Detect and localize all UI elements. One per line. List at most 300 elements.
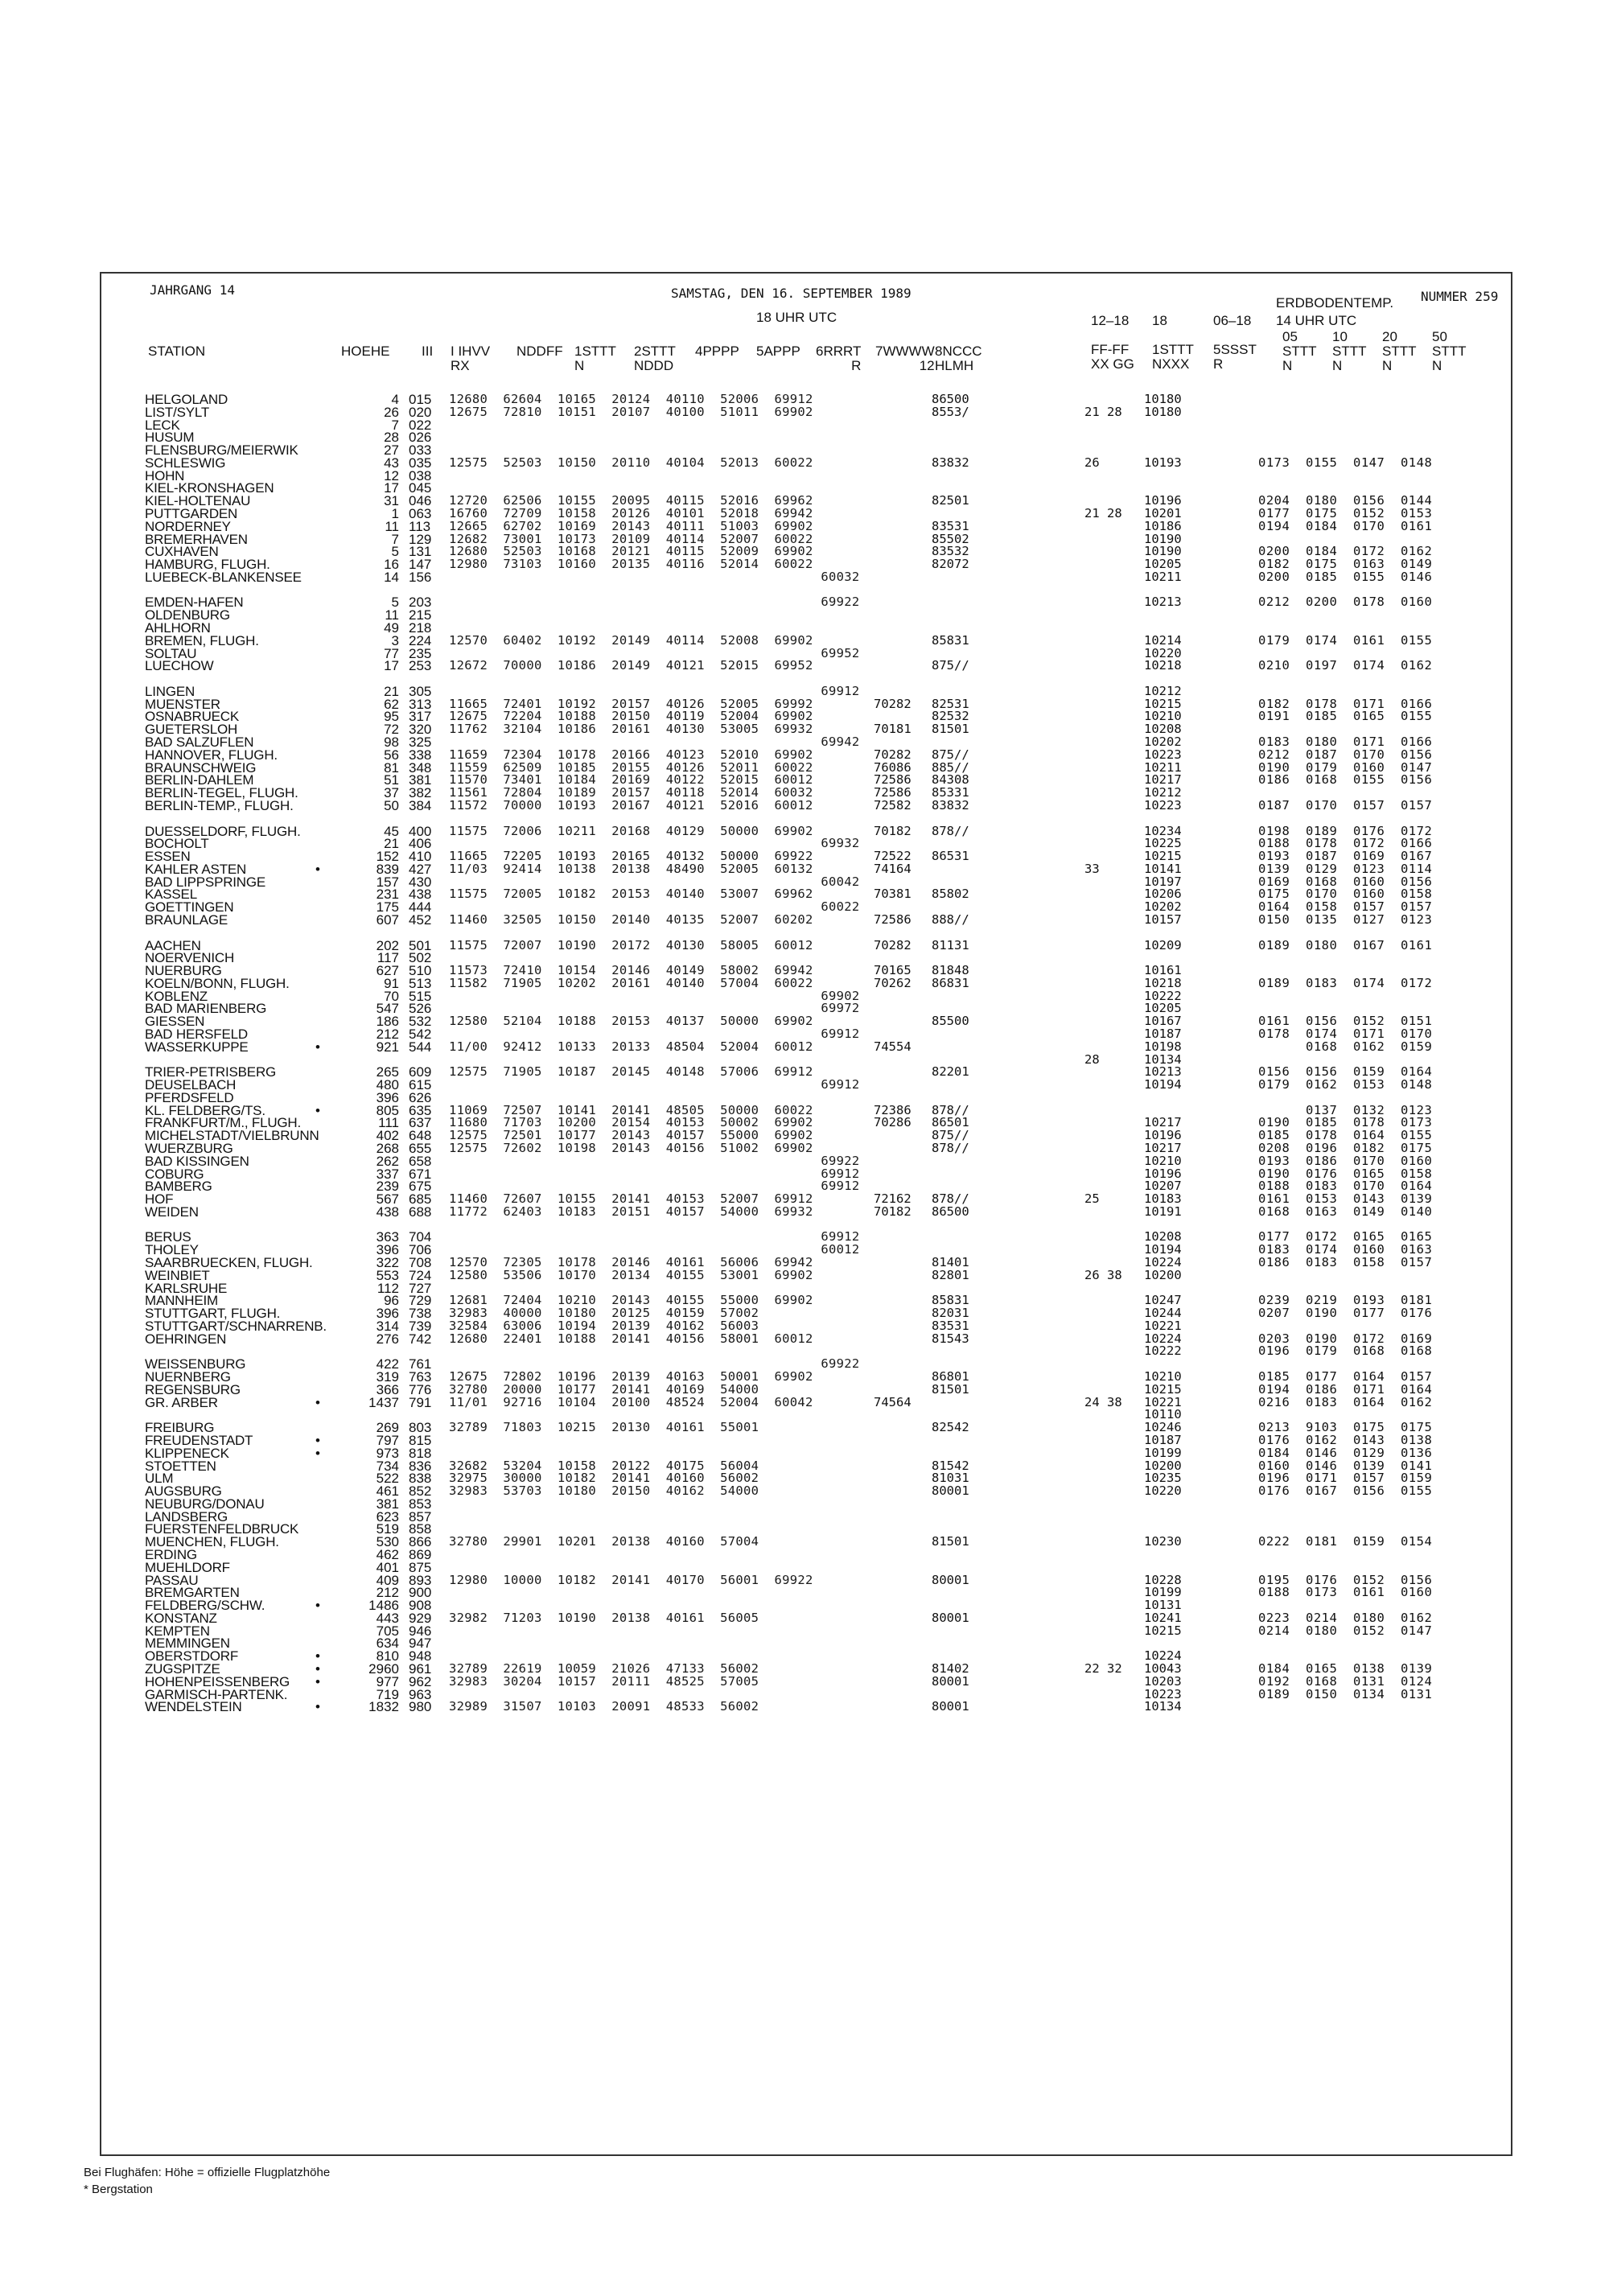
station-id: 035 xyxy=(409,455,432,471)
synop-groups: 11/00 92412 10133 20133 48504 52004 60012 xyxy=(449,1039,813,1054)
station-name: KEMPTEN xyxy=(145,1623,210,1639)
temp-18-1sttt: 10186 xyxy=(1144,519,1182,533)
station-height: 11 xyxy=(385,607,399,623)
temp-18-1sttt: 10214 xyxy=(1144,633,1182,648)
synop-groups: 11/03 92414 10138 20138 48490 52005 60132 xyxy=(449,862,813,876)
group-8nccc: 83832 xyxy=(932,798,969,813)
group-7wwww: 72582 xyxy=(874,798,911,813)
station-height: 547 xyxy=(376,1001,399,1016)
station-height: 117 xyxy=(377,950,399,965)
station-id: 400 xyxy=(409,824,432,839)
station-name: BAD KISSINGEN xyxy=(145,1154,249,1169)
synop-groups: 11680 71703 10200 20154 40153 50002 69902 xyxy=(449,1115,813,1129)
soil-temps: 0185 0177 0164 0157 xyxy=(1258,1369,1433,1384)
station-height: 443 xyxy=(376,1611,399,1626)
station-name: ZUGSPITZE xyxy=(145,1661,220,1677)
temp-18-1sttt: 10224 xyxy=(1144,1648,1182,1663)
table-row xyxy=(0,570,1609,584)
soil-temps: 0186 0168 0155 0156 xyxy=(1258,772,1433,787)
group-8nccc: 81501 xyxy=(932,1534,969,1549)
temp-18-1sttt: 10134 xyxy=(1144,1699,1182,1714)
table-row xyxy=(0,1497,1609,1511)
soil-temps: 0184 0165 0138 0139 xyxy=(1258,1661,1433,1676)
station-height: 265 xyxy=(376,1064,399,1080)
station-name: NOERVENICH xyxy=(145,950,235,965)
station-id: 900 xyxy=(409,1585,432,1600)
group-8nccc: 81543 xyxy=(932,1331,969,1346)
soil-temps: 0214 0180 0152 0147 xyxy=(1258,1623,1433,1638)
table-row xyxy=(0,608,1609,622)
station-height: 276 xyxy=(376,1331,399,1347)
soil-temps: 0196 0179 0168 0168 xyxy=(1258,1343,1433,1358)
group-8nccc: 86500 xyxy=(932,1204,969,1219)
station-name: FREIBURG xyxy=(145,1420,215,1435)
temp-18-1sttt: 10217 xyxy=(1144,1115,1182,1129)
station-height: 239 xyxy=(376,1179,399,1194)
synop-groups: 69922 xyxy=(449,1356,860,1371)
station-id: 961 xyxy=(409,1661,432,1677)
soil-temps: 0169 0168 0160 0156 xyxy=(1258,874,1433,889)
group-8nccc: 82531 xyxy=(932,697,969,711)
soil-temps: 0187 0170 0157 0157 xyxy=(1258,798,1433,813)
gust-ff-gg: 21 28 xyxy=(1084,405,1122,419)
station-height: 28 xyxy=(384,430,399,445)
station-id: 338 xyxy=(409,747,432,763)
group-8nccc: 83531 xyxy=(932,1319,969,1333)
table-row xyxy=(0,1078,1609,1092)
soil-temps: 0188 0178 0172 0166 xyxy=(1258,836,1433,850)
station-height: 319 xyxy=(376,1369,399,1385)
soil-temps: 0190 0176 0165 0158 xyxy=(1258,1167,1433,1181)
soil-temps: 0183 0180 0171 0166 xyxy=(1258,734,1433,749)
col-station: STATION xyxy=(148,344,206,359)
temp-18-1sttt: 10141 xyxy=(1144,862,1182,876)
temp-18-1sttt: 10196 xyxy=(1144,1128,1182,1142)
synop-groups: 69912 xyxy=(449,1229,860,1244)
synop-groups: 11665 72401 10192 20157 40126 52005 69992 xyxy=(449,697,813,711)
temp-18-1sttt: 10209 xyxy=(1144,938,1182,953)
synop-groups: 69922 xyxy=(449,595,860,609)
station-height: 634 xyxy=(376,1636,399,1651)
temp-18-1sttt: 10222 xyxy=(1144,989,1182,1003)
station-height: 396 xyxy=(376,1090,399,1105)
station-id: 526 xyxy=(409,1001,432,1016)
station-id: 655 xyxy=(409,1141,432,1156)
group-8nccc: 875// xyxy=(932,1128,969,1142)
station-id: 510 xyxy=(409,963,432,978)
station-height: 37 xyxy=(384,785,399,800)
temp-18-1sttt: 10200 xyxy=(1144,1459,1182,1473)
station-id: 648 xyxy=(409,1128,432,1143)
station-id: 963 xyxy=(409,1687,432,1702)
station-id: 038 xyxy=(409,468,432,483)
synop-groups: 11575 72006 10211 20168 40129 50000 69902 xyxy=(449,824,813,838)
station-id: 381 xyxy=(409,772,432,788)
temp-18-1sttt: 10234 xyxy=(1144,824,1182,838)
temp-18-1sttt: 10187 xyxy=(1144,1433,1182,1447)
soil-temps: 0191 0185 0165 0155 xyxy=(1258,709,1433,723)
station-name: KOBLENZ xyxy=(145,989,208,1004)
station-id: 063 xyxy=(409,506,432,521)
temp-18-1sttt: 10190 xyxy=(1144,544,1182,558)
station-id: 869 xyxy=(409,1547,432,1562)
station-name: GARMISCH-PARTENK. xyxy=(145,1687,288,1702)
station-height: 530 xyxy=(376,1534,399,1549)
station-id: 532 xyxy=(409,1014,432,1029)
station-id: 215 xyxy=(409,607,432,623)
station-name: PFERDSFELD xyxy=(145,1090,234,1105)
soil-temps: 0150 0135 0127 0123 xyxy=(1258,912,1433,927)
col-18-1sttt: 18 1STTT NXXX xyxy=(1152,313,1194,372)
station-name: FUERSTENFELDBRUCK xyxy=(145,1521,299,1537)
soil-temps: 0173 0155 0147 0148 xyxy=(1258,455,1433,470)
group-7wwww: 72522 xyxy=(874,849,911,863)
station-id: 438 xyxy=(409,887,432,902)
temp-18-1sttt: 10205 xyxy=(1144,1001,1182,1015)
station-height: 422 xyxy=(376,1356,399,1372)
synop-groups: 69922 xyxy=(449,1154,860,1168)
synop-groups: 11572 70000 10193 20167 40121 52016 60012 xyxy=(449,798,813,813)
station-height: 322 xyxy=(376,1255,399,1270)
station-height: 26 xyxy=(384,405,399,420)
synop-groups: 11762 32104 10186 20161 40130 53005 69932 xyxy=(449,722,813,736)
group-8nccc: 80001 xyxy=(932,1699,969,1714)
station-name: FREUDENSTADT xyxy=(145,1433,253,1448)
temp-18-1sttt: 10210 xyxy=(1144,1369,1182,1384)
table-row xyxy=(0,1535,1609,1549)
synop-groups: 12570 72305 10178 20146 40161 56006 69942 xyxy=(449,1255,813,1269)
gust-ff-gg: 26 38 xyxy=(1084,1268,1122,1282)
group-7wwww: 70286 xyxy=(874,1115,911,1129)
station-id: 626 xyxy=(409,1090,432,1105)
soil-temps: 0168 0162 0159 xyxy=(1258,1039,1433,1054)
temp-18-1sttt: 10224 xyxy=(1144,1331,1182,1346)
station-id: 708 xyxy=(409,1255,432,1270)
group-8nccc: 8553/ xyxy=(932,405,969,419)
temp-18-1sttt: 10221 xyxy=(1144,1395,1182,1409)
station-id: 866 xyxy=(409,1534,432,1549)
synop-groups: 11575 72007 10190 20172 40130 58005 60012 xyxy=(449,938,813,953)
synop-groups: 12680 22401 10188 20141 40156 58001 60012 xyxy=(449,1331,813,1346)
station-name: LANDSBERG xyxy=(145,1509,228,1524)
synop-groups: 69952 xyxy=(449,646,860,660)
group-7wwww: 70282 xyxy=(874,938,911,953)
soil-temps: 0195 0176 0152 0156 xyxy=(1258,1573,1433,1587)
station-name: BERUS xyxy=(145,1229,191,1245)
station-height: 627 xyxy=(376,963,399,978)
station-id: 022 xyxy=(409,418,432,433)
station-id: 852 xyxy=(409,1483,432,1499)
station-name: HOHN xyxy=(145,468,185,483)
group-8nccc: 83531 xyxy=(932,519,969,533)
col-1sttt: 1STTT N xyxy=(574,344,616,373)
soil-temps: 0212 0187 0170 0156 xyxy=(1258,747,1433,762)
station-id: 776 xyxy=(409,1382,432,1397)
table-row xyxy=(0,1700,1609,1714)
temp-18-1sttt: 10247 xyxy=(1144,1293,1182,1307)
station-name: BAMBERG xyxy=(145,1179,212,1194)
station-id: 739 xyxy=(409,1319,432,1334)
group-8nccc: 82201 xyxy=(932,1064,969,1079)
station-id: 893 xyxy=(409,1573,432,1588)
group-8nccc: 878// xyxy=(932,1103,969,1117)
temp-18-1sttt: 10203 xyxy=(1144,1674,1182,1689)
station-height: 810 xyxy=(376,1648,399,1664)
bergstation-marker: • xyxy=(315,1433,320,1448)
station-height: 157 xyxy=(376,874,399,890)
station-name: BERLIN-DAHLEM xyxy=(145,772,254,788)
soil-temps: 0203 0190 0172 0169 xyxy=(1258,1331,1433,1346)
synop-groups: 69912 xyxy=(449,1167,860,1181)
station-id: 406 xyxy=(409,836,432,851)
synop-groups: 60042 xyxy=(449,874,860,889)
group-8nccc: 80001 xyxy=(932,1483,969,1498)
temp-18-1sttt: 10183 xyxy=(1144,1191,1182,1206)
station-name: AUGSBURG xyxy=(145,1483,222,1499)
synop-groups: 12675 72802 10196 20139 40163 50001 69902 xyxy=(449,1369,813,1384)
group-7wwww: 74564 xyxy=(874,1395,911,1409)
station-id: 542 xyxy=(409,1027,432,1042)
station-id: 382 xyxy=(409,785,432,800)
station-height: 49 xyxy=(384,620,399,636)
station-height: 401 xyxy=(376,1560,399,1575)
soil-temps: 0223 0214 0180 0162 xyxy=(1258,1611,1433,1625)
station-name: PASSAU xyxy=(145,1573,199,1588)
station-id: 033 xyxy=(409,442,432,458)
temp-18-1sttt: 10210 xyxy=(1144,709,1182,723)
station-name: HANNOVER, FLUGH. xyxy=(145,747,278,763)
station-height: 381 xyxy=(376,1496,399,1512)
group-7wwww: 72162 xyxy=(874,1191,911,1206)
station-height: 623 xyxy=(376,1509,399,1524)
station-height: 7 xyxy=(391,532,399,547)
soil-temps: 0179 0174 0161 0155 xyxy=(1258,633,1433,648)
group-8nccc: 878// xyxy=(932,1191,969,1206)
station-name: HOF xyxy=(145,1191,174,1207)
station-height: 96 xyxy=(384,1293,399,1308)
station-id: 203 xyxy=(409,595,432,610)
soil-temps: 0184 0146 0129 0136 xyxy=(1258,1446,1433,1460)
station-name: OLDENBURG xyxy=(145,607,230,623)
temp-18-1sttt: 10208 xyxy=(1144,1229,1182,1244)
station-id: 544 xyxy=(409,1039,432,1055)
station-name: COBURG xyxy=(145,1167,204,1182)
soil-temps: 0213 9103 0175 0175 xyxy=(1258,1420,1433,1434)
soil-temps: 0200 0184 0172 0162 xyxy=(1258,544,1433,558)
station-name: CUXHAVEN xyxy=(145,544,219,559)
group-8nccc: 81401 xyxy=(932,1255,969,1269)
synop-groups: 11460 72607 10155 20141 40153 52007 69912 xyxy=(449,1191,813,1206)
synop-groups: 12665 62702 10169 20143 40111 51003 69902 xyxy=(449,519,813,533)
station-name: FELDBERG/SCHW. xyxy=(145,1598,265,1613)
col-ff-gg: 12–18 FF-FF XX GG xyxy=(1091,313,1134,372)
station-name: KIEL-KRONSHAGEN xyxy=(145,480,274,496)
temp-18-1sttt: 10228 xyxy=(1144,1573,1182,1587)
station-height: 50 xyxy=(384,798,399,813)
soil-temps: 0175 0170 0160 0158 xyxy=(1258,887,1433,901)
station-id: 046 xyxy=(409,493,432,508)
synop-groups: 69912 xyxy=(449,684,860,698)
station-id: 253 xyxy=(409,658,432,673)
gust-ff-gg: 21 28 xyxy=(1084,506,1122,521)
temp-18-1sttt: 10161 xyxy=(1144,963,1182,977)
station-name: BAD SALZUFLEN xyxy=(145,734,254,750)
group-7wwww: 72586 xyxy=(874,912,911,927)
station-name: MUEHLDORF xyxy=(145,1560,230,1575)
station-id: 962 xyxy=(409,1674,432,1689)
temp-18-1sttt: 10208 xyxy=(1144,722,1182,736)
station-name: LINGEN xyxy=(145,684,195,699)
station-height: 366 xyxy=(376,1382,399,1397)
station-height: 522 xyxy=(376,1471,399,1486)
table-row xyxy=(0,1205,1609,1219)
station-id: 704 xyxy=(409,1229,432,1245)
station-height: 567 xyxy=(376,1191,399,1207)
station-name: WEINBIET xyxy=(145,1268,210,1283)
group-7wwww: 72586 xyxy=(874,772,911,787)
col-8nccc: 8NCCC HLMH xyxy=(935,344,982,373)
temp-18-1sttt: 10223 xyxy=(1144,747,1182,762)
group-8nccc: 86531 xyxy=(932,849,969,863)
soil-temps: 0196 0171 0157 0159 xyxy=(1258,1471,1433,1485)
station-height: 27 xyxy=(384,442,399,458)
station-height: 212 xyxy=(376,1027,399,1042)
group-8nccc: 875// xyxy=(932,747,969,762)
station-name: KONSTANZ xyxy=(145,1611,217,1626)
station-id: 858 xyxy=(409,1521,432,1537)
station-height: 112 xyxy=(377,1281,399,1296)
station-id: 803 xyxy=(409,1420,432,1435)
station-height: 396 xyxy=(376,1306,399,1321)
soil-temps: 0177 0175 0152 0153 xyxy=(1258,506,1433,521)
group-8nccc: 86501 xyxy=(932,1115,969,1129)
station-id: 026 xyxy=(409,430,432,445)
station-name: MUENCHEN, FLUGH. xyxy=(145,1534,279,1549)
station-id: 875 xyxy=(409,1560,432,1575)
station-height: 314 xyxy=(376,1319,399,1334)
temp-18-1sttt: 10198 xyxy=(1144,1039,1182,1054)
temp-18-1sttt: 10196 xyxy=(1144,493,1182,508)
station-id: 410 xyxy=(409,849,432,864)
synop-groups: 12575 52503 10150 20110 40104 52013 60022 xyxy=(449,455,813,470)
station-height: 43 xyxy=(384,455,399,471)
synop-groups: 69942 xyxy=(449,734,860,749)
footnote-bergstation: * Bergstation xyxy=(84,2183,153,2196)
group-7wwww: 70381 xyxy=(874,887,911,901)
synop-groups: 12575 71905 10187 20145 40148 57006 69912 xyxy=(449,1064,813,1079)
station-height: 56 xyxy=(384,747,399,763)
station-id: 791 xyxy=(409,1395,432,1410)
temp-18-1sttt: 10043 xyxy=(1144,1661,1182,1676)
station-name: OBERSTDORF xyxy=(145,1648,239,1664)
synop-groups: 11570 73401 10184 20169 40122 52015 60012 xyxy=(449,772,813,787)
table-row xyxy=(0,456,1609,470)
station-height: 111 xyxy=(378,1115,399,1130)
soil-temps: 0160 0146 0139 0141 xyxy=(1258,1459,1433,1473)
soil-temps: 0193 0186 0170 0160 xyxy=(1258,1154,1433,1168)
station-height: 1486 xyxy=(368,1598,399,1613)
group-8nccc: 85331 xyxy=(932,785,969,800)
station-name: NUERBURG xyxy=(145,963,222,978)
group-8nccc: 878// xyxy=(932,824,969,838)
station-height: 1 xyxy=(391,506,399,521)
temp-18-1sttt: 10213 xyxy=(1144,1064,1182,1079)
soil-temps: 0186 0183 0158 0157 xyxy=(1258,1255,1433,1269)
temp-18-1sttt: 10196 xyxy=(1144,1167,1182,1181)
table-row xyxy=(0,913,1609,927)
synop-groups: 12575 72501 10177 20143 40157 55000 69902 xyxy=(449,1128,813,1142)
station-name: GOETTINGEN xyxy=(145,899,234,915)
station-name: SOLTAU xyxy=(145,646,197,661)
soil-temps: 0183 0174 0160 0163 xyxy=(1258,1242,1433,1257)
station-id: 129 xyxy=(409,532,432,547)
synop-groups: 60022 xyxy=(449,899,860,914)
footnote-airport-height: Bei Flughäfen: Höhe = offizielle Flugplatzhöhe xyxy=(84,2166,331,2179)
station-id: 501 xyxy=(409,938,432,953)
temp-18-1sttt: 10167 xyxy=(1144,1014,1182,1028)
station-height: 7 xyxy=(391,418,399,433)
station-name: KL. FELDBERG/TS. xyxy=(145,1103,265,1118)
soil-temps: 0185 0178 0164 0155 xyxy=(1258,1128,1433,1142)
synop-groups: 11575 72005 10182 20153 40140 53007 69962 xyxy=(449,887,813,901)
synop-groups: 11573 72410 10154 20146 40149 58002 69942 xyxy=(449,963,813,977)
table-row xyxy=(0,1040,1609,1054)
synop-groups: 11/01 92716 10104 20100 48524 52004 60042 xyxy=(449,1395,813,1409)
group-8nccc: 86801 xyxy=(932,1369,969,1384)
station-height: 519 xyxy=(376,1521,399,1537)
soil-temps: 0176 0162 0143 0138 xyxy=(1258,1433,1433,1447)
synop-groups: 16760 72709 10158 20126 40101 52018 69942 xyxy=(449,506,813,521)
synop-groups: 32983 30204 10157 20111 48525 57005 xyxy=(449,1674,759,1689)
synop-groups: 12575 72602 10198 20143 40156 51002 69902 xyxy=(449,1141,813,1155)
bergstation-marker: • xyxy=(315,1661,320,1677)
synop-groups: 69912 xyxy=(449,1077,860,1092)
synop-groups: 12580 53506 10170 20134 40155 53001 69902 xyxy=(449,1268,813,1282)
group-8nccc: 84308 xyxy=(932,772,969,787)
station-name: STUTTGART/SCHNARRENB. xyxy=(145,1319,327,1334)
group-7wwww: 76086 xyxy=(874,760,911,775)
station-height: 805 xyxy=(376,1103,399,1118)
station-id: 452 xyxy=(409,912,432,928)
station-id: 305 xyxy=(409,684,432,699)
station-height: 3 xyxy=(391,633,399,648)
synop-groups: 32584 63006 10194 20139 40162 56003 xyxy=(449,1319,759,1333)
station-name: KLIPPENECK xyxy=(145,1446,229,1461)
station-name: MANNHEIM xyxy=(145,1293,218,1308)
station-id: 724 xyxy=(409,1268,432,1283)
station-height: 212 xyxy=(376,1585,399,1600)
nummer-label: NUMMER 259 xyxy=(1421,289,1499,304)
station-name: LUEBECK-BLANKENSEE xyxy=(145,570,302,585)
station-height: 1437 xyxy=(368,1395,399,1410)
station-name: DUESSELDORF, FLUGH. xyxy=(145,824,301,839)
station-name: HUSUM xyxy=(145,430,195,445)
temp-18-1sttt: 10212 xyxy=(1144,684,1182,698)
station-id: 688 xyxy=(409,1204,432,1220)
station-id: 908 xyxy=(409,1598,432,1613)
group-7wwww: 74164 xyxy=(874,862,911,876)
temp-18-1sttt: 10213 xyxy=(1144,595,1182,609)
station-height: 11 xyxy=(385,519,399,534)
synop-groups: 11772 62403 10183 20151 40157 54000 69932 xyxy=(449,1204,813,1219)
soil-temps: 0198 0189 0176 0172 xyxy=(1258,824,1433,838)
station-name: PUTTGARDEN xyxy=(145,506,238,521)
station-height: 839 xyxy=(376,862,399,877)
gust-ff-gg: 24 38 xyxy=(1084,1395,1122,1409)
group-8nccc: 81501 xyxy=(932,1382,969,1397)
col-depth-20: 20 STTT N xyxy=(1382,329,1417,373)
soil-temps: 0204 0180 0156 0144 xyxy=(1258,493,1433,508)
